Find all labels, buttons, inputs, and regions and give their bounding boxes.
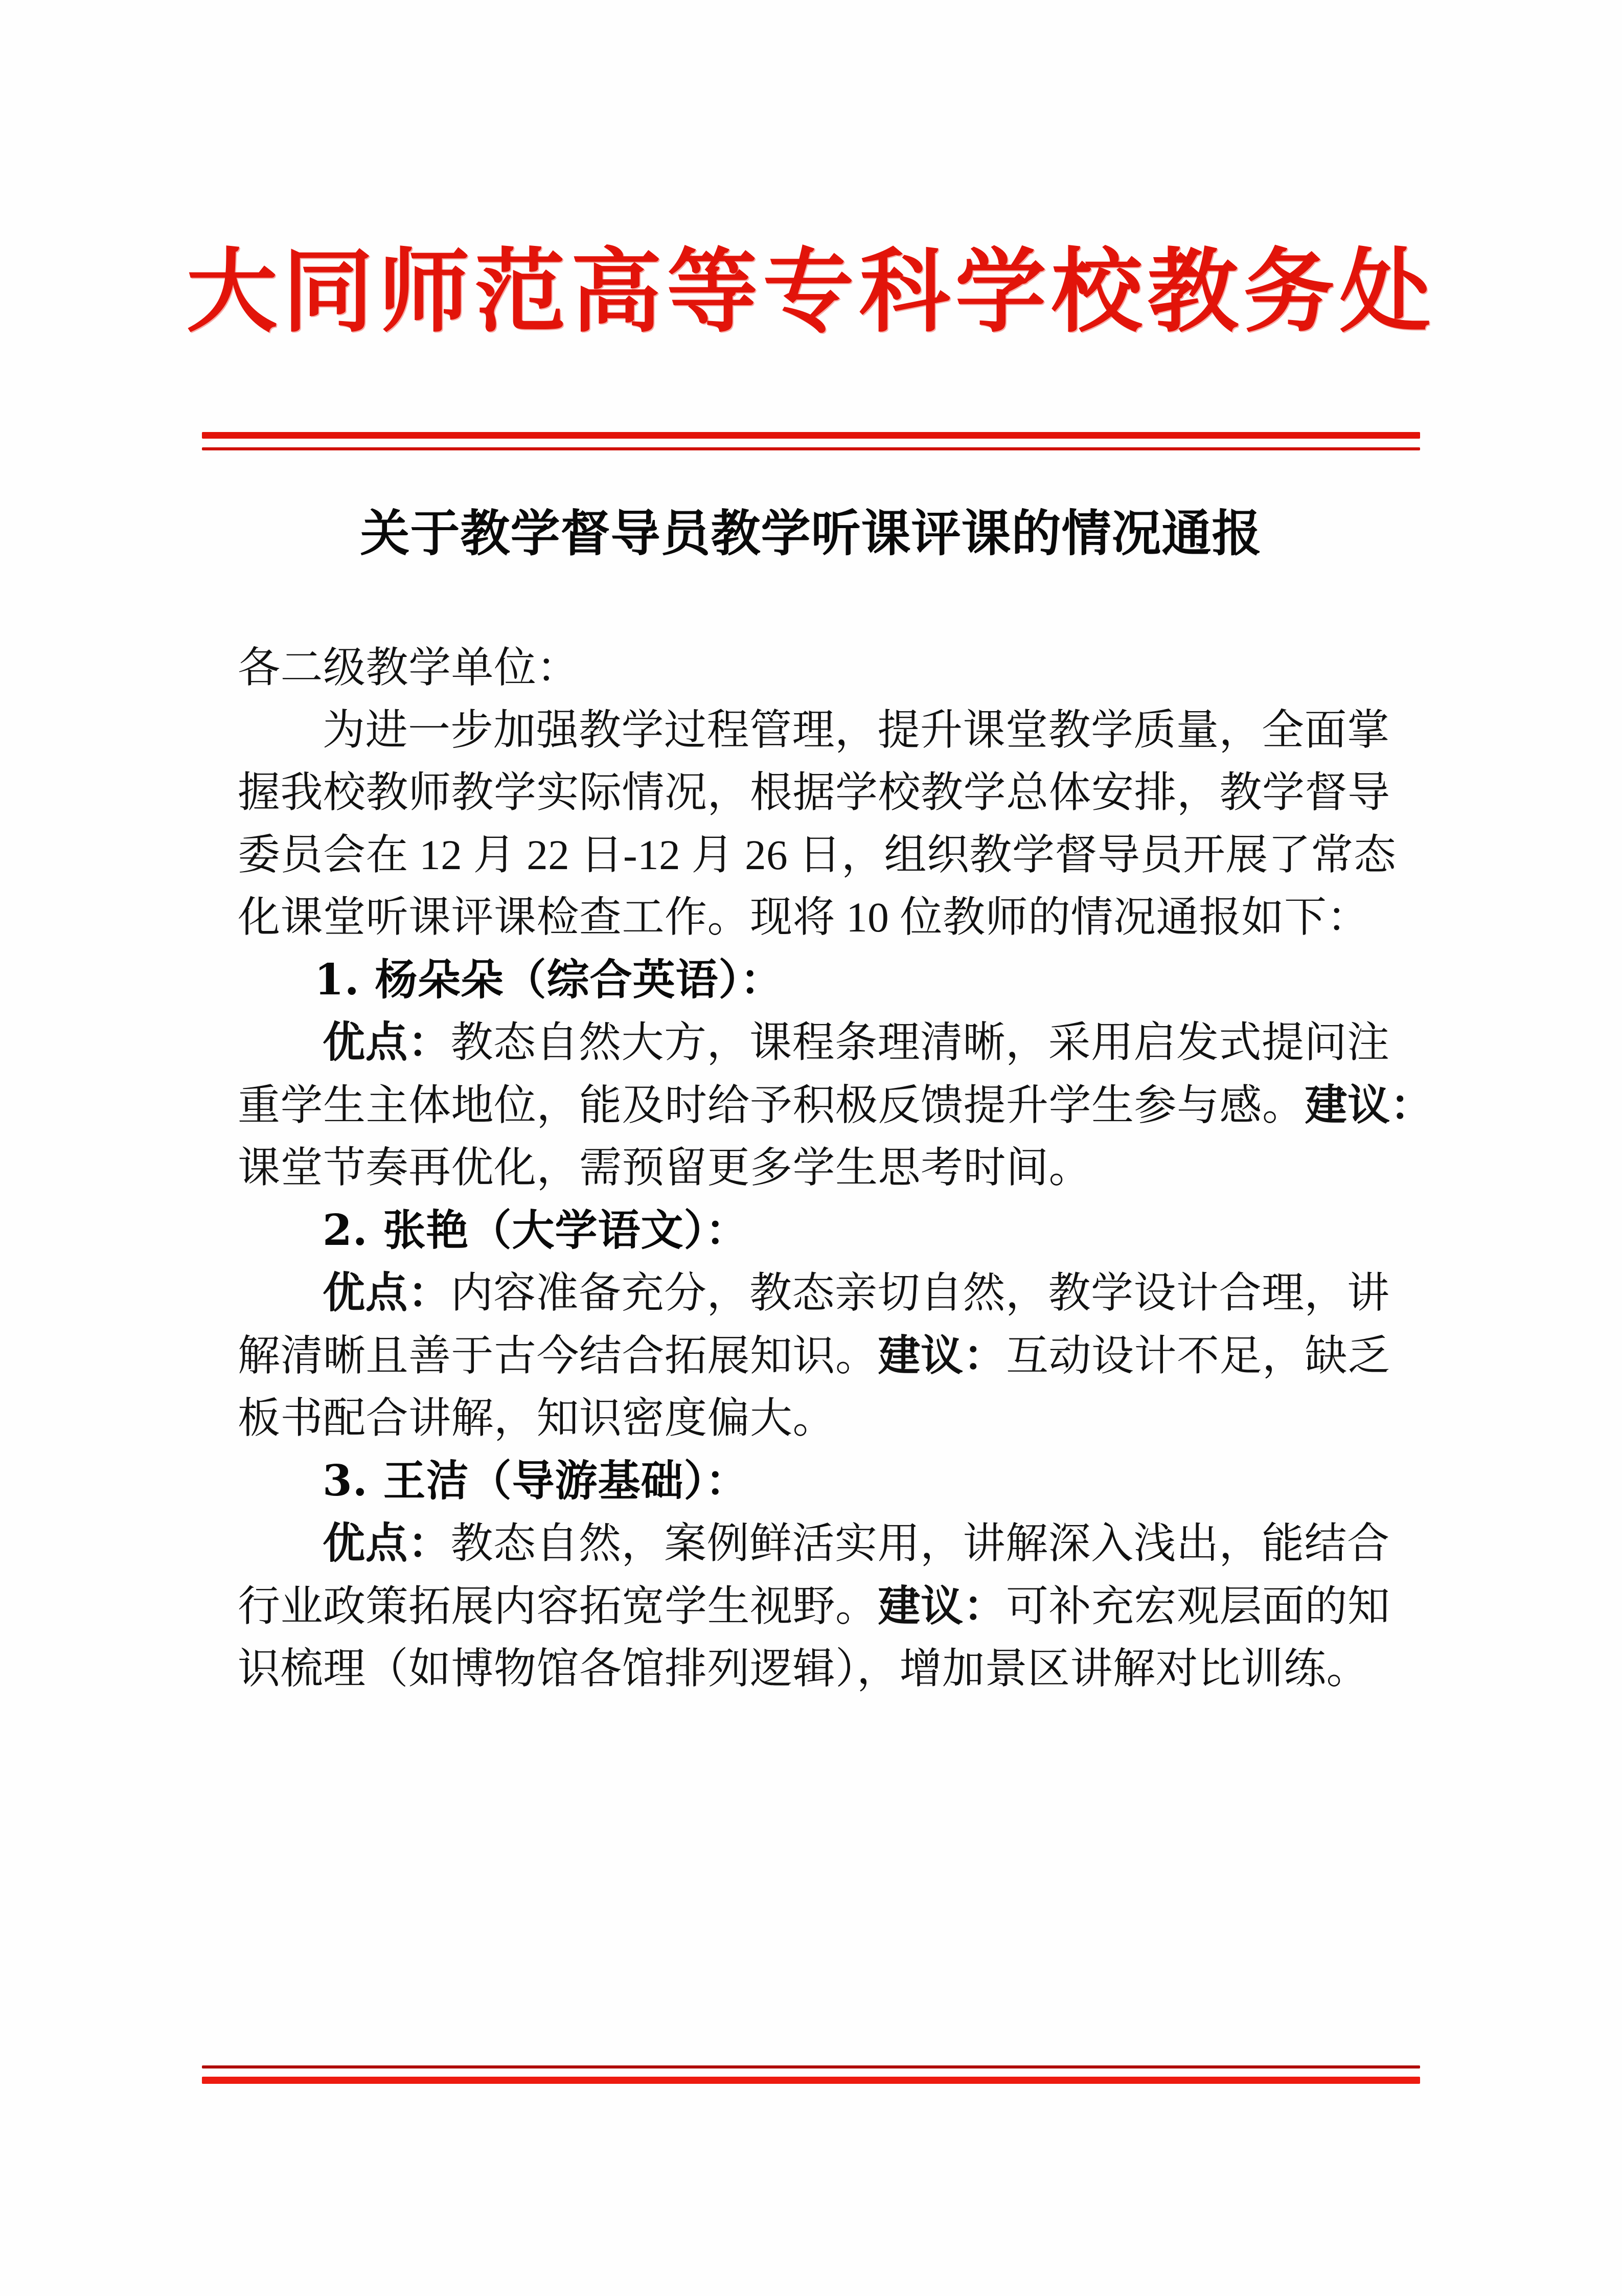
pros-text-1: 教态自然大方，课程条理清晰，采用启发式提问注 [450, 1019, 1390, 1066]
suggestion-text-3-cont: 识梳理（如博物馆各馆排列逻辑），增加景区讲解对比训练。 [238, 1645, 1369, 1692]
entry-2-line-2 [238, 1324, 1388, 1387]
pros-text-3: 教态自然，案例鲜活实用，讲解深入浅出，能结合 [450, 1520, 1390, 1567]
entry-heading-3: 3. 王洁（导游基础）： [323, 1456, 749, 1506]
suggestion-label-2: 建议： [878, 1330, 1006, 1380]
footer-double-rule [202, 2065, 1420, 2084]
entry-1-line-2 [238, 1074, 1433, 1136]
document-title: 关于教学督导员教学听课评课的情况通报 [360, 504, 1262, 562]
entry-1-line-3 [238, 1136, 1388, 1199]
header-rule-thick [202, 432, 1420, 439]
pros-label-1: 优点： [323, 1017, 451, 1067]
entry-heading-2: 2. 张艳（大学语文）： [323, 1205, 749, 1255]
intro-line-3: 委员会在 12 月 22 日-12 月 26 日，组织教学督导员开展了常态 [238, 831, 1397, 878]
entry-2-line-3 [238, 1387, 1388, 1449]
letterhead [0, 238, 1622, 345]
entry-3-line-2 [238, 1575, 1388, 1638]
salutation: 各二级教学单位： [238, 644, 579, 691]
entry-3-line-1 [238, 1512, 1388, 1575]
suggestion-label-1: 建议： [1305, 1080, 1433, 1130]
entry-1-line-1 [238, 1011, 1388, 1074]
entry-2-line-1 [238, 1261, 1388, 1324]
pros-text-3-cont: 行业政策拓展内容拓宽学生视野。 [238, 1583, 878, 1630]
entry-3-line-3 [238, 1638, 1388, 1700]
pros-label-2: 优点： [323, 1267, 451, 1317]
footer-rule-thick [202, 2077, 1420, 2084]
pros-label-3: 优点： [323, 1518, 451, 1568]
entry-heading-1: 1. 杨朵朵（综合英语）： [314, 954, 784, 1005]
header-rule-thin [202, 447, 1420, 450]
pros-text-2-cont: 解清晰且善于古今结合拓展知识。 [238, 1332, 878, 1379]
pros-text-1-cont: 重学生主体地位，能及时给予积极反馈提升学生参与感。 [238, 1082, 1305, 1129]
pros-text-2: 内容准备充分，教态亲切自然，教学设计合理，讲 [450, 1269, 1390, 1316]
intro-line-1: 为进一步加强教学过程管理，提升课堂教学质量，全面掌 [323, 707, 1390, 754]
suggestion-text-3: 可补充宏观层面的知 [1006, 1583, 1390, 1630]
suggestion-text-1: 课堂节奏再优化，需预留更多学生思考时间。 [238, 1144, 1091, 1191]
suggestion-label-3: 建议： [878, 1581, 1006, 1631]
header-double-rule [202, 432, 1420, 450]
letterhead-organization: 大同师范高等专科学校教务处 [186, 238, 1436, 345]
suggestion-text-2-cont: 板书配合讲解，知识密度偏大。 [238, 1395, 835, 1442]
intro-line-4: 化课堂听课评课检查工作。现将 10 位教师的情况通报如下： [238, 894, 1369, 941]
footer-rule-thin [202, 2065, 1420, 2068]
document-body [238, 636, 1433, 1700]
suggestion-text-2: 互动设计不足，缺乏 [1006, 1332, 1390, 1379]
intro-line-2: 握我校教师教学实际情况，根据学校教学总体安排，教学督导 [238, 769, 1390, 816]
